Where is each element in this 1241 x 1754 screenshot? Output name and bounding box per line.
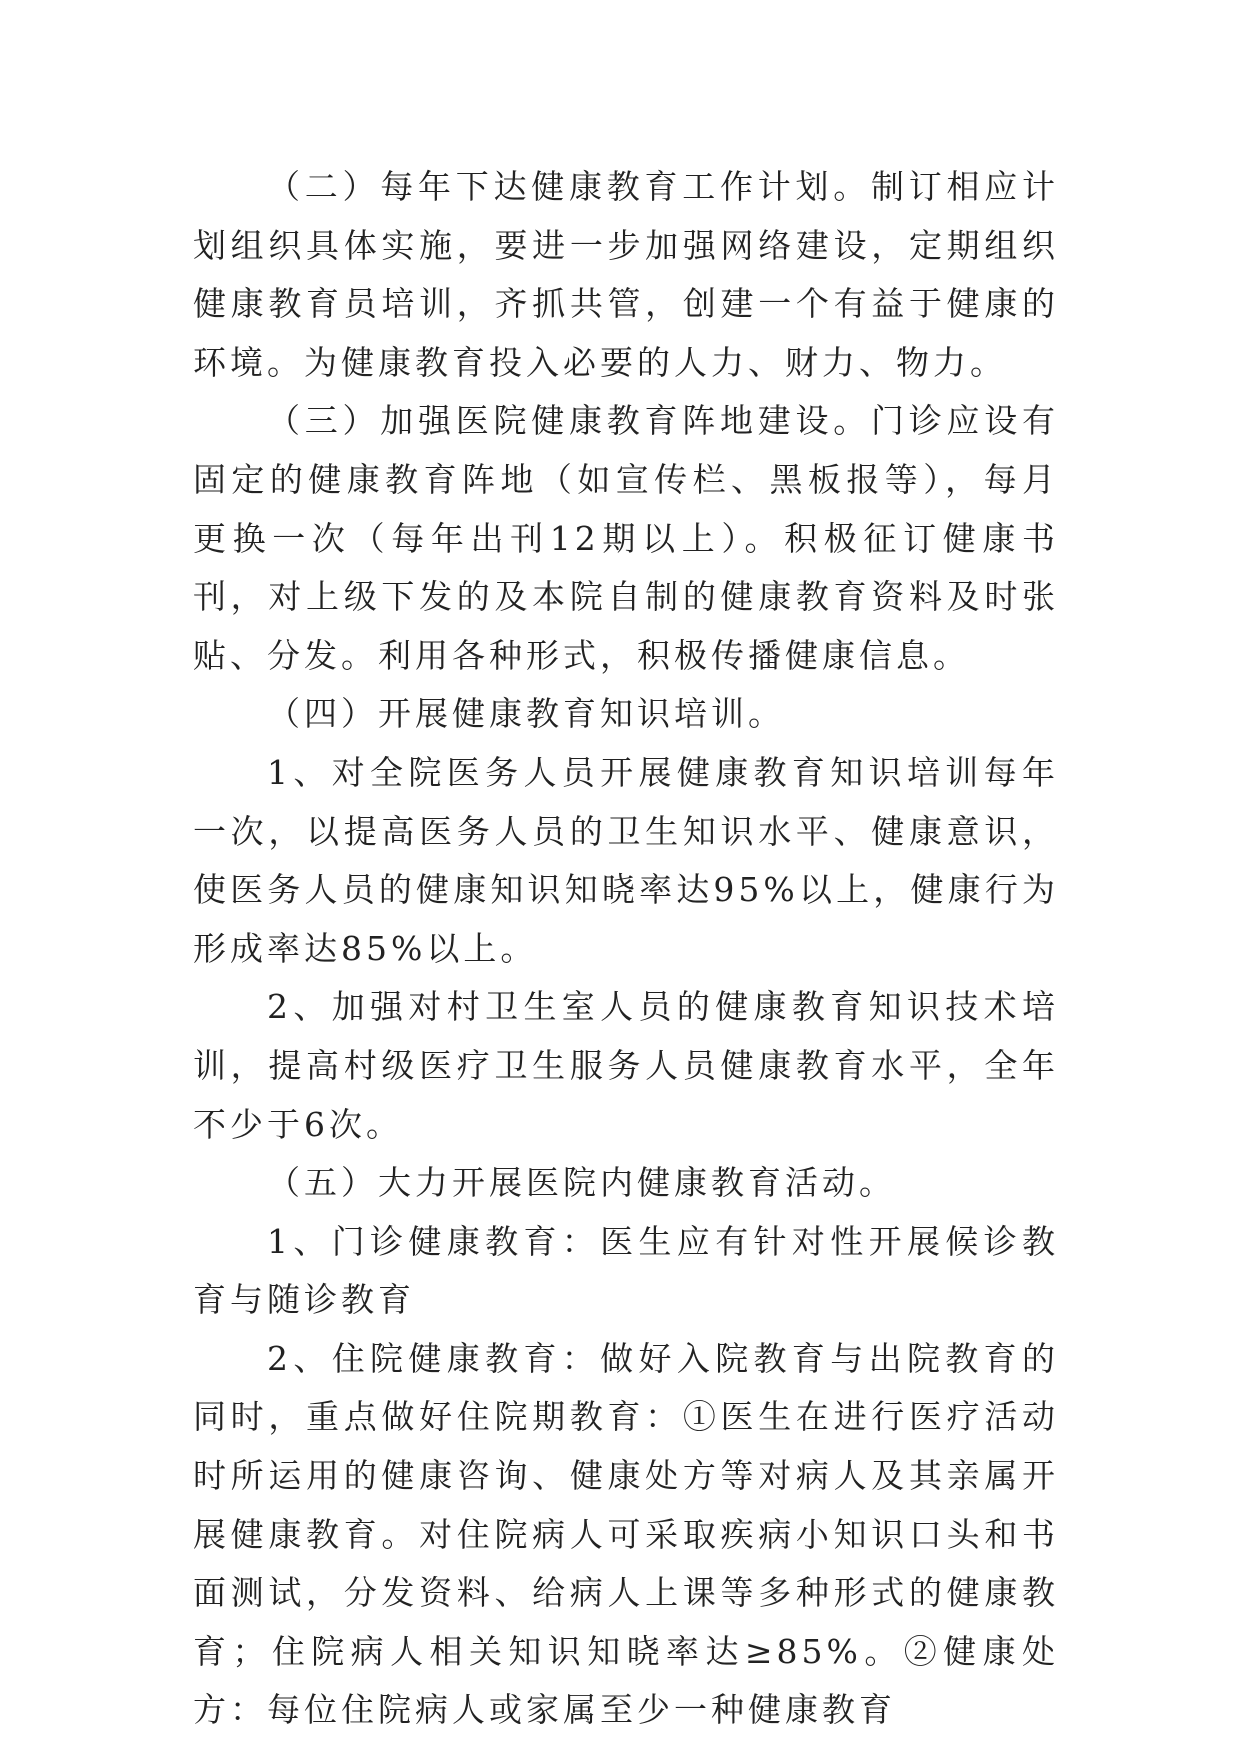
paragraph-outpatient-education: 1、门诊健康教育：医生应有针对性开展候诊教育与随诊教育 [193, 1221, 1059, 1320]
paragraph-village-training: 2、加强对村卫生室人员的健康教育知识技术培训，提高村级医疗卫生服务人员健康教育水平，全年不少于6次。 [193, 987, 1059, 1144]
paragraph-activities-heading: （五）大力开展医院内健康教育活动。 [267, 1163, 896, 1203]
paragraph-annual-plan: （二）每年下达健康教育工作计划。制订相应计划组织具体实施，要进一步加强网络建设，定期组织健康教育员培训，齐抓共管，创建一个有益于健康的环境。为健康教育投入必要的人力、财力、物力。 [193, 167, 1059, 382]
paragraph-training-heading: （四）开展健康教育知识培训。 [267, 694, 785, 734]
paragraph-staff-training: 1、对全院医务人员开展健康教育知识培训每年一次，以提高医务人员的卫生知识水平、健康意识，使医务人员的健康知识知晓率达95%以上，健康行为形成率达85%以上。 [193, 752, 1059, 968]
paragraph-inpatient-education: 2、住院健康教育：做好入院教育与出院教育的同时，重点做好住院期教育：①医生在进行医疗活动时所运用的健康咨询、健康处方等对病人及其亲属开展健康教育。对住院病人可采取疾病小知识口头和书面测试，分发资料、给病人上课等多种形式的健康教育；住院病人相关知识知晓率达≥85%。②健康处方：每位住院病人或家属至少一种健康教育 [193, 1338, 1059, 1730]
document-body [193, 158, 1059, 1740]
paragraph-education-base: （三）加强医院健康教育阵地建设。门诊应设有固定的健康教育阵地（如宣传栏、黑板报等），每月更换一次（每年出刊12期以上）。积极征订健康书刊，对上级下发的及本院自制的健康教育资料及时张贴、分发。利用各种形式，积极传播健康信息。 [193, 401, 1059, 675]
